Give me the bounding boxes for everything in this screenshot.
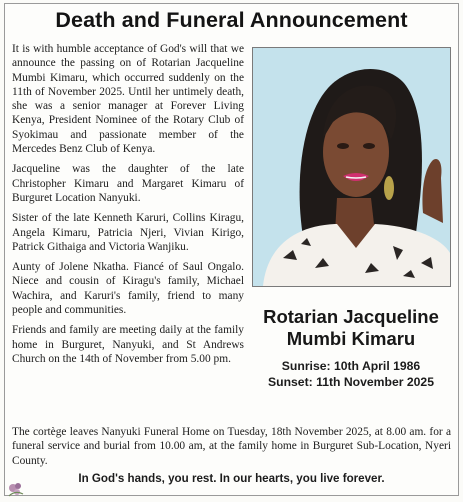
paragraph-relatives: Aunty of Jolene Nkatha. Fiancé of Saul Ongalo. Niece and cousin of Kiragu's family, Michael Wachira, and Karuri's family, friend to many people and communities.: [12, 261, 244, 317]
portrait-illustration: [253, 48, 450, 286]
deceased-name-line-2: Mumbi Kimaru: [286, 328, 416, 349]
paragraph-siblings: Sister of the late Kenneth Karuri, Collins Kiragu, Angela Kimaru, Patricia Njeri, Vivian Kirigo, Patrick Githaiga and Victoria Wanjiku.: [12, 212, 244, 253]
paragraph-meetings: Friends and family are meeting daily at the family home in Burguret, Nanyuki, and St Andrews Church on the 14th of November from 5.00 pm.: [12, 324, 244, 365]
sunrise-date: Sunrise: 10th April 1986: [281, 359, 421, 373]
announcement-page: [4, 3, 459, 496]
announcement-text-column: [12, 42, 244, 372]
paragraph-passing: It is with humble acceptance of God's will that we announce the passing on of Rotarian Jacqueline Mumbi Kimaru, which occurred suddenly on the 11th of November 2025. Until her untimely death, she was a senior manager at Forever Living Kenya, President Nominee of the Rotary Club of Syokimau and passionate member of the Mercedes Benz Club of Kenya.: [12, 43, 244, 156]
deceased-name: [245, 306, 457, 350]
cortege-paragraph: The cortège leaves Nanyuki Funeral Home on Tuesday, 18th November 2025, at 8.00 am. for a funeral service and burial from 10.00 am, at the family home in Burguret Sub-Location, Nyeri County.: [12, 426, 451, 467]
page-title: Death and Funeral Announcement: [55, 8, 408, 32]
deceased-portrait-photo: [252, 47, 451, 287]
sunset-date: Sunset: 11th November 2025: [268, 375, 434, 389]
closing-line: In God's hands, you rest. In our hearts, you live forever.: [78, 472, 385, 485]
paragraph-parents: Jacqueline was the daughter of the late Christopher Kimaru and Margaret Kimaru of Burguret Location Nanyuki.: [12, 163, 244, 204]
life-dates: [245, 358, 457, 390]
deceased-name-line-1: Rotarian Jacqueline: [263, 306, 439, 327]
flower-ornament-icon: [5, 478, 27, 498]
